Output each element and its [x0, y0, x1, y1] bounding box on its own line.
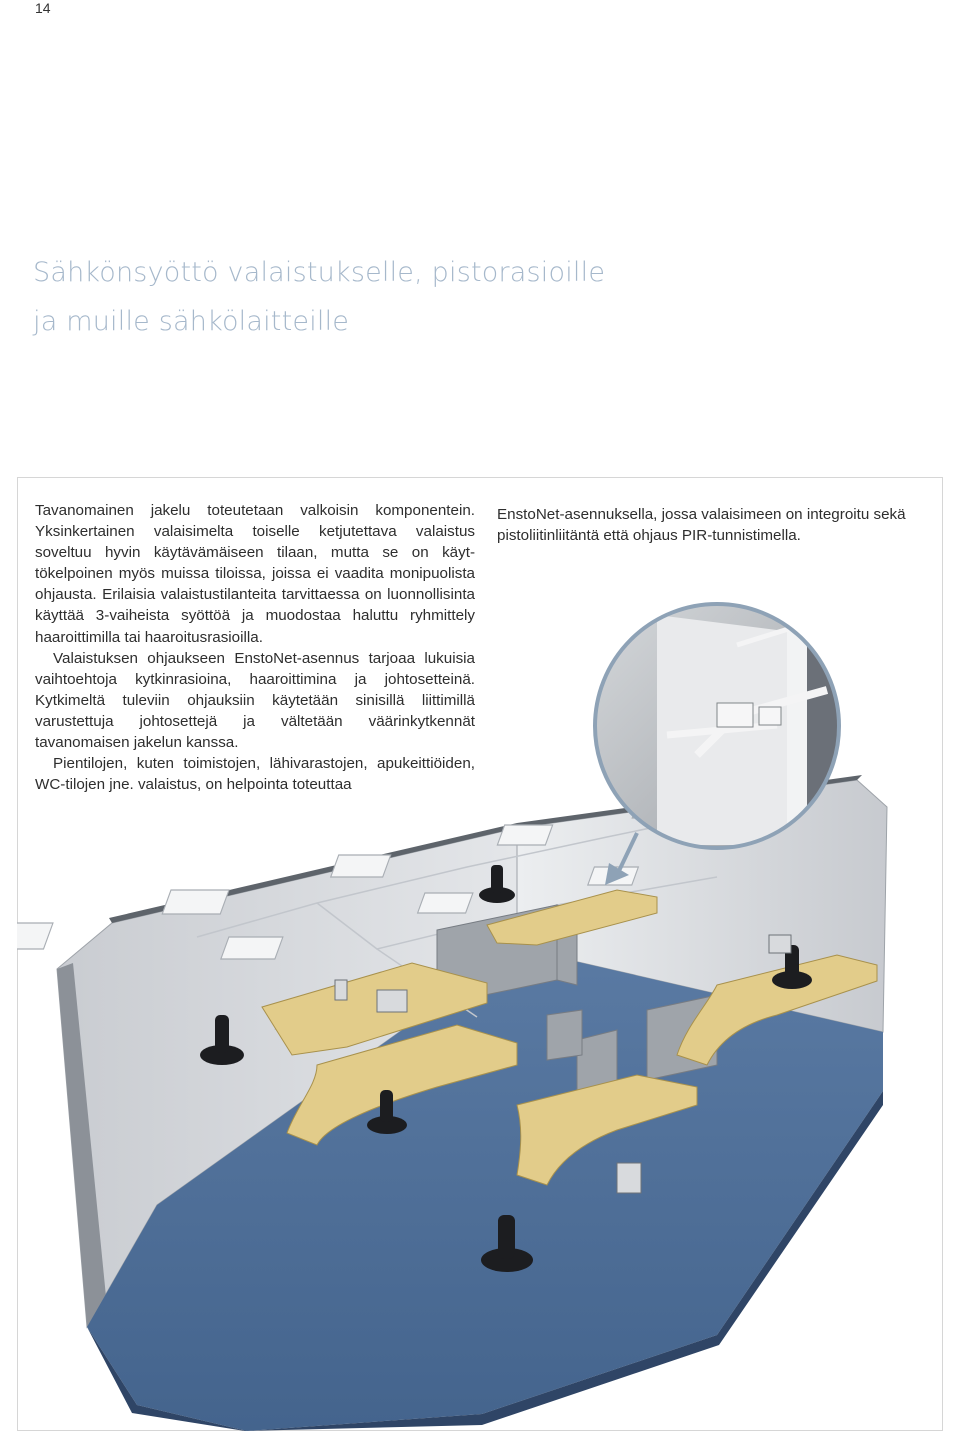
- body-paragraph-3: Pientilojen, kuten toimistojen, lähivarastojen, apukeittiöiden, WC-tilojen jne. valaistus, on helpointa toteuttaa: [35, 755, 475, 794]
- page-number: 14: [35, 0, 51, 16]
- body-paragraph-1: Tavanomainen jakelu toteutetaan valkoisin komponentein. Yksinkertainen valaisimelta toiselle ketjutettava valaistus soveltuu hyvin käytävämäiseen tilaan, mutta se on käyttökelpoinen myös muissa tiloissa, joissa ei vaadita monipuolista ohjausta. Erilaisia valaistustilanteita tarvittaessa on luonnollisinta käyttää 3-vaiheista syöttöä ja muodostaa haluttu ryhmittely haaroittimilla tai haaroitusrasioilla.: [35, 502, 475, 646]
- image-caption: EnstoNet-asennuksella, jossa valaisimeen on integroitu sekä pistoliitinliitäntä että ohjaus PIR-tunnistimella.: [497, 506, 906, 544]
- room: [57, 775, 887, 1431]
- heading-line-2: ja muille sähkölaitteille: [33, 306, 350, 337]
- heading-line-1: Sähkönsyöttö valaistukselle, pistorasioille: [33, 257, 606, 288]
- body-text: [35, 500, 475, 795]
- body-paragraph-2: Valaistuksen ohjaukseen EnstoNet-asennus tarjoaa lukuisia vaihtoehtoja kytkinrasioina, haaroittimina ja johtosetteinä. Kytkimeltä tuleviin ohjauksiin käytetään sinisillä liittimillä varustettuja johtosettejä ja vältetään väärinkytkennät tavanomaisen jakelun kanssa.: [35, 649, 475, 752]
- page-heading: [33, 248, 833, 346]
